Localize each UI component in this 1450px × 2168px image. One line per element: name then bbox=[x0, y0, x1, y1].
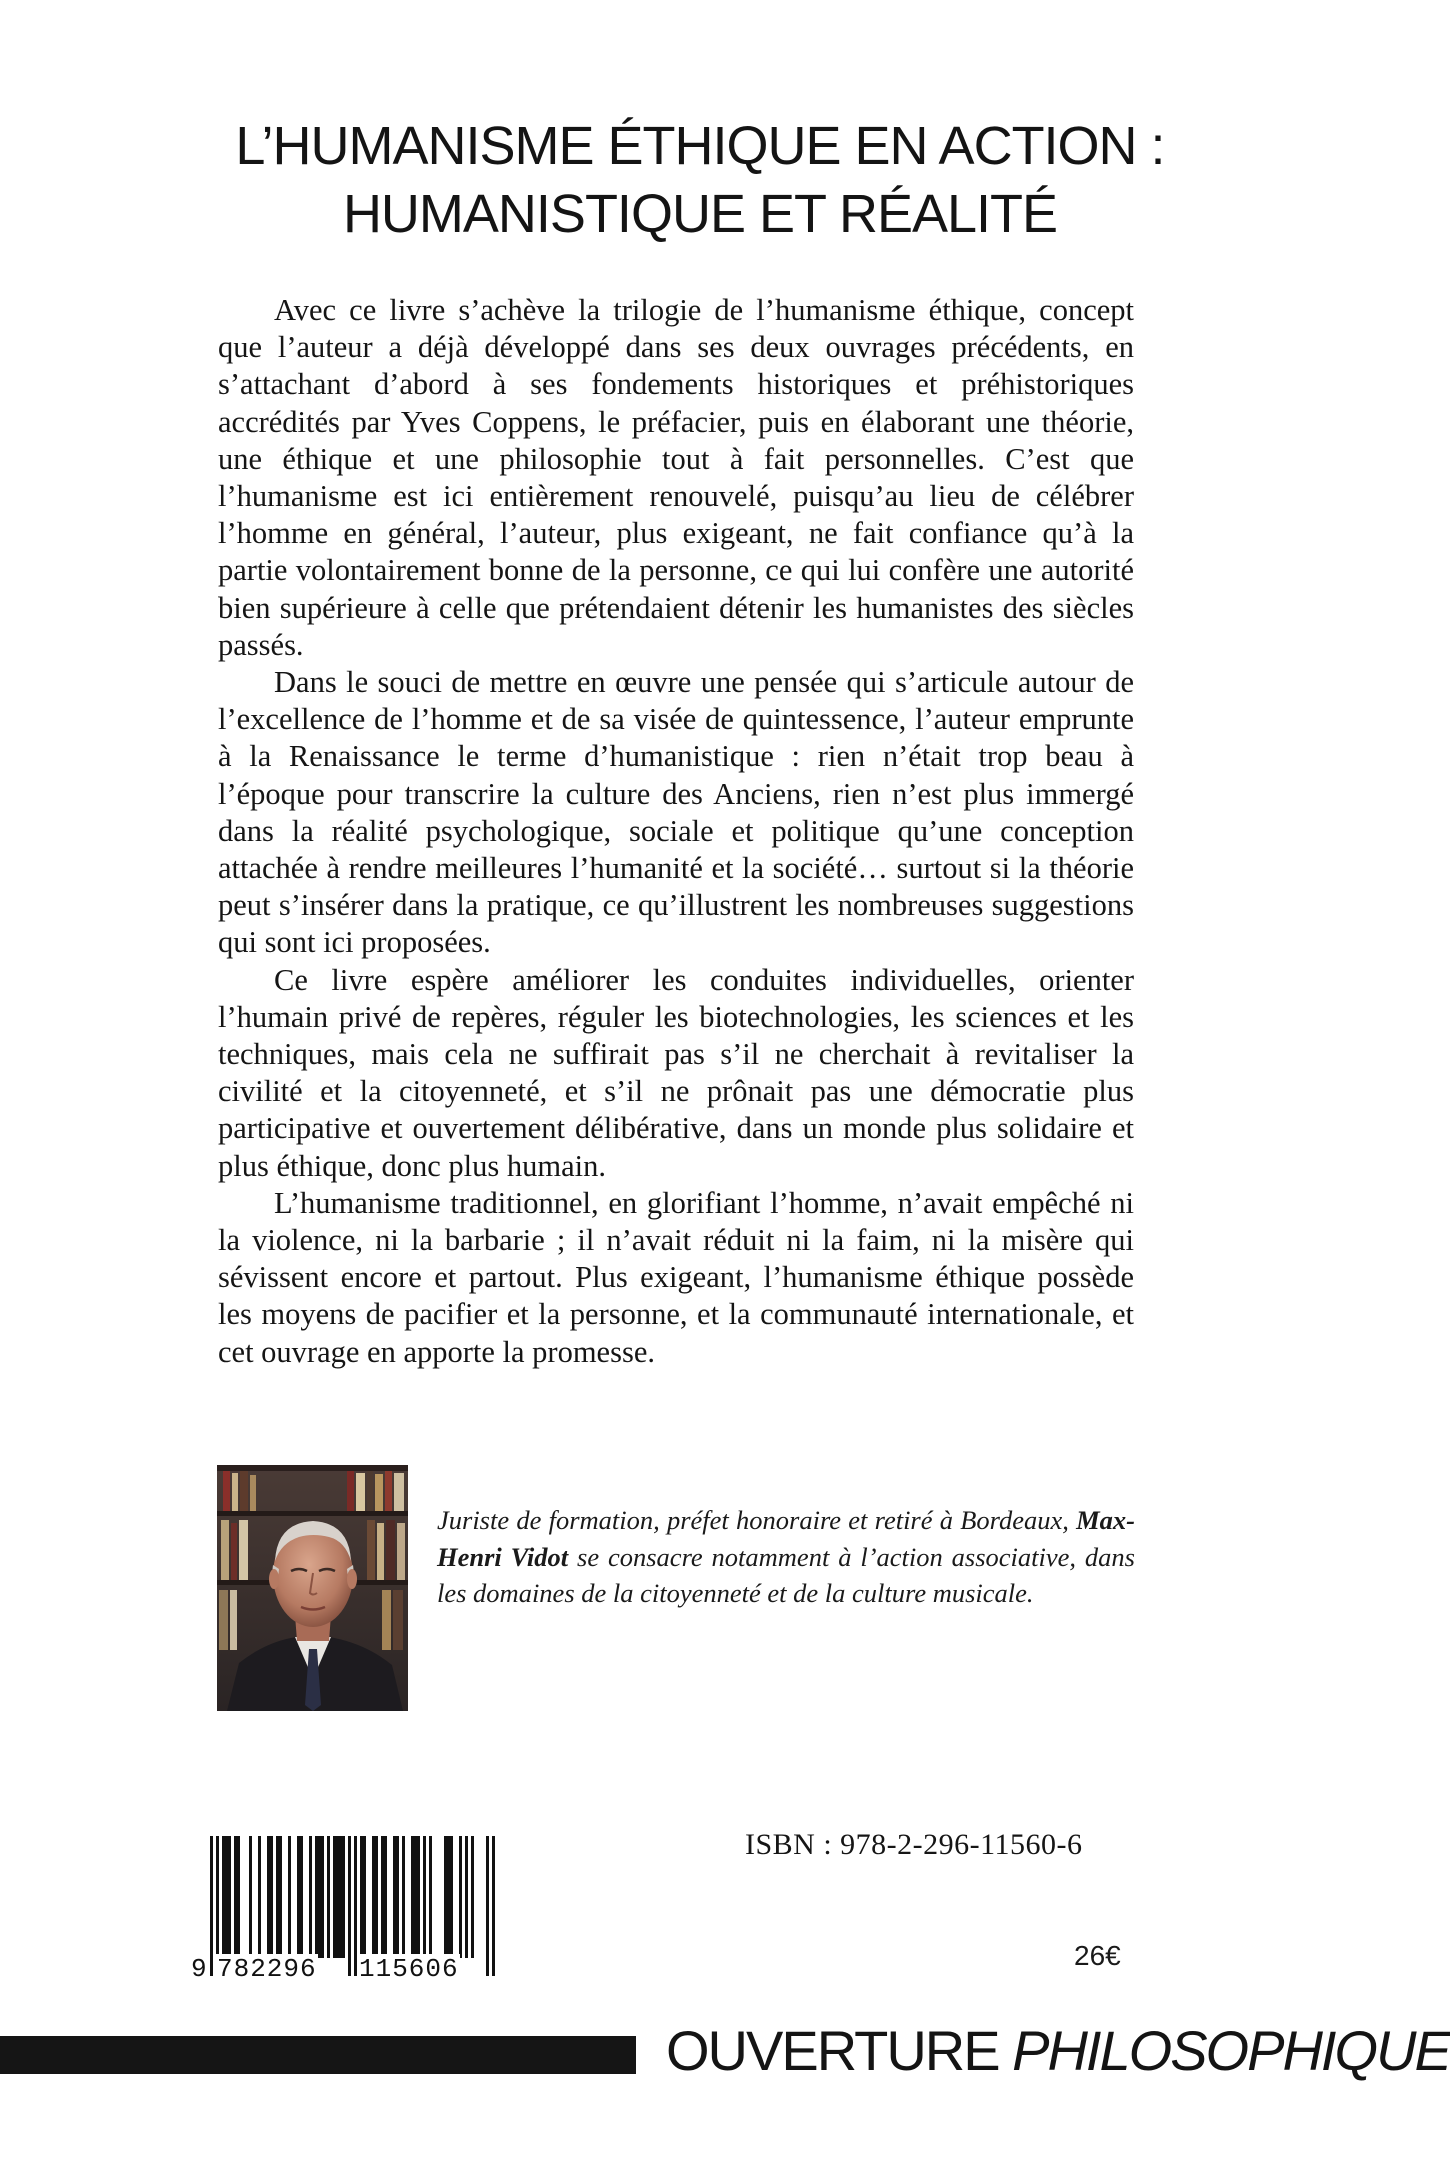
bio-text-start: Juriste de formation, préfet honoraire et retiré à Bordeaux, bbox=[437, 1505, 1077, 1535]
title-line-2: HUMANISTIQUE ET RÉALITÉ bbox=[342, 184, 1058, 244]
collection-name bbox=[666, 2018, 1450, 2083]
barcode-bar bbox=[381, 1836, 384, 1958]
barcode-bar bbox=[336, 1836, 339, 1958]
collection-band bbox=[0, 2036, 636, 2074]
blurb-paragraph-4: L’humanisme traditionnel, en glorifiant l’homme, n’avait empêché ni la violence, ni la barbarie ; il n’avait réduit ni la faim, ni la misère qui sévissent encore et partout. Plus exigeant, l’humanisme éthique possède les moyens de pacifier et la personne, et la communauté internationale, et cet ouvrage en apporte la promesse. bbox=[218, 1185, 1134, 1369]
barcode-bar bbox=[402, 1836, 405, 1958]
barcode-bar bbox=[417, 1836, 420, 1958]
barcode-bar bbox=[414, 1836, 417, 1958]
isbn: ISBN : 978-2-296-11560-6 bbox=[745, 1828, 1083, 1861]
blurb-paragraph-3: Ce livre espère améliorer les conduites individuelles, orienter l’humain privé de repères, réguler les biotechnologies, les sciences et les techniques, mais cela ne suffirait pas s’il ne cherchait à revitaliser la civilité et la citoyenneté, et s’il ne prônait pas une démocratie plus participative et ouvertement délibérative, dans un monde plus solidaire et plus éthique, donc plus humain. bbox=[218, 962, 1134, 1183]
author-name: Max-Henri Vidot bbox=[437, 1505, 1135, 1572]
barcode-bar bbox=[276, 1836, 279, 1958]
barcode-bar bbox=[279, 1836, 282, 1958]
barcode-bar bbox=[363, 1836, 366, 1958]
bio-text-end: se consacre notamment à l’action associative, dans les domaines de la citoyenneté et de la culture musicale. bbox=[437, 1541, 1135, 1608]
barcode-bar bbox=[360, 1836, 363, 1958]
barcode-bar bbox=[309, 1836, 312, 1958]
barcode-bar bbox=[348, 1836, 351, 1976]
barcode-group-1: 782296 bbox=[217, 1954, 317, 1984]
barcode-bar bbox=[225, 1836, 228, 1958]
barcode-bar bbox=[228, 1836, 231, 1958]
barcode-bar bbox=[237, 1836, 240, 1958]
barcode-bar bbox=[396, 1836, 399, 1958]
barcode-bar bbox=[411, 1836, 414, 1958]
barcode-bar bbox=[447, 1836, 450, 1958]
barcode-bar bbox=[270, 1836, 273, 1958]
collection-word-2: PHILOSOPHIQUE bbox=[1012, 2019, 1450, 2082]
blurb-paragraph-1: Avec ce livre s’achève la trilogie de l’humanisme éthique, concept que l’auteur a déjà développé dans ses deux ouvrages précédents, en s’attachant d’abord à ses fondements historiques et préhistoriques accrédités par Yves Coppens, le préfacier, puis en élaborant une théorie, une éthique et une philosophie tout à fait personnelles. C’est que l’humanisme est ici entièrement renouvelé, puisqu’au lieu de célébrer l’homme en général, l’auteur, plus exigeant, ne fait confiance qu’à la partie volontairement bonne de la personne, ce qui lui confère une autorité bien supérieure à celle que prétendaient détenir les humanistes des siècles passés. bbox=[218, 293, 1134, 662]
author-photo bbox=[217, 1465, 408, 1711]
barcode-bar bbox=[297, 1836, 300, 1958]
barcode-bar bbox=[471, 1836, 474, 1958]
blurb bbox=[218, 292, 1134, 1371]
barcode-bar bbox=[486, 1836, 489, 1976]
barcode-bar bbox=[354, 1836, 357, 1976]
barcode-bar bbox=[375, 1836, 378, 1958]
collection-word-1: OUVERTURE bbox=[666, 2019, 1013, 2082]
barcode-bar bbox=[450, 1836, 453, 1958]
barcode-bar bbox=[288, 1836, 291, 1958]
barcode-bar bbox=[465, 1836, 468, 1958]
barcode-bar bbox=[321, 1836, 324, 1958]
barcode-bar bbox=[318, 1836, 321, 1958]
book-title bbox=[0, 112, 1400, 248]
barcode-bar bbox=[327, 1836, 330, 1958]
barcode-bar bbox=[267, 1836, 270, 1958]
barcode-bar bbox=[393, 1836, 396, 1958]
barcode-bar bbox=[444, 1836, 447, 1958]
barcode-bar bbox=[492, 1836, 495, 1976]
barcode-first-digit: 9 bbox=[191, 1954, 207, 1984]
barcode-bar bbox=[234, 1836, 237, 1958]
barcode-bar bbox=[210, 1836, 213, 1976]
barcode-bar bbox=[429, 1836, 432, 1958]
barcode-bar bbox=[333, 1836, 336, 1958]
barcode-bar bbox=[342, 1836, 345, 1958]
price: 26€ bbox=[1074, 1940, 1121, 1971]
barcode-bar bbox=[249, 1836, 252, 1958]
barcode-bar bbox=[258, 1836, 261, 1958]
author-portrait-image bbox=[217, 1465, 408, 1711]
barcode-bar bbox=[315, 1836, 318, 1958]
barcode-bar bbox=[372, 1836, 375, 1958]
author-bio bbox=[437, 1502, 1135, 1612]
barcode-bar bbox=[300, 1836, 303, 1958]
barcode-bar bbox=[384, 1836, 387, 1958]
barcode-bar bbox=[339, 1836, 342, 1958]
barcode-group-2: 115606 bbox=[359, 1954, 459, 1984]
barcode-bar bbox=[459, 1836, 462, 1958]
blurb-paragraph-2: Dans le souci de mettre en œuvre une pensée qui s’articule autour de l’excellence de l’homme et de sa visée de quintessence, l’auteur emprunte à la Renaissance le terme d’humanistique : rien n’était trop beau à l’époque pour transcrire la culture des Anciens, rien n’est plus immergé dans la réalité psychologique, sociale et politique qu’une conception attachée à rendre meilleures l’humanité et la société… surtout si la théorie peut s’insérer dans la pratique, ce qu’illustrent les nombreuses suggestions qui sont ici proposées. bbox=[218, 665, 1134, 960]
barcode-bar bbox=[222, 1836, 225, 1958]
title-line-1: L’HUMANISME ÉTHIQUE EN ACTION : bbox=[235, 116, 1165, 176]
barcode-bar bbox=[423, 1836, 426, 1958]
